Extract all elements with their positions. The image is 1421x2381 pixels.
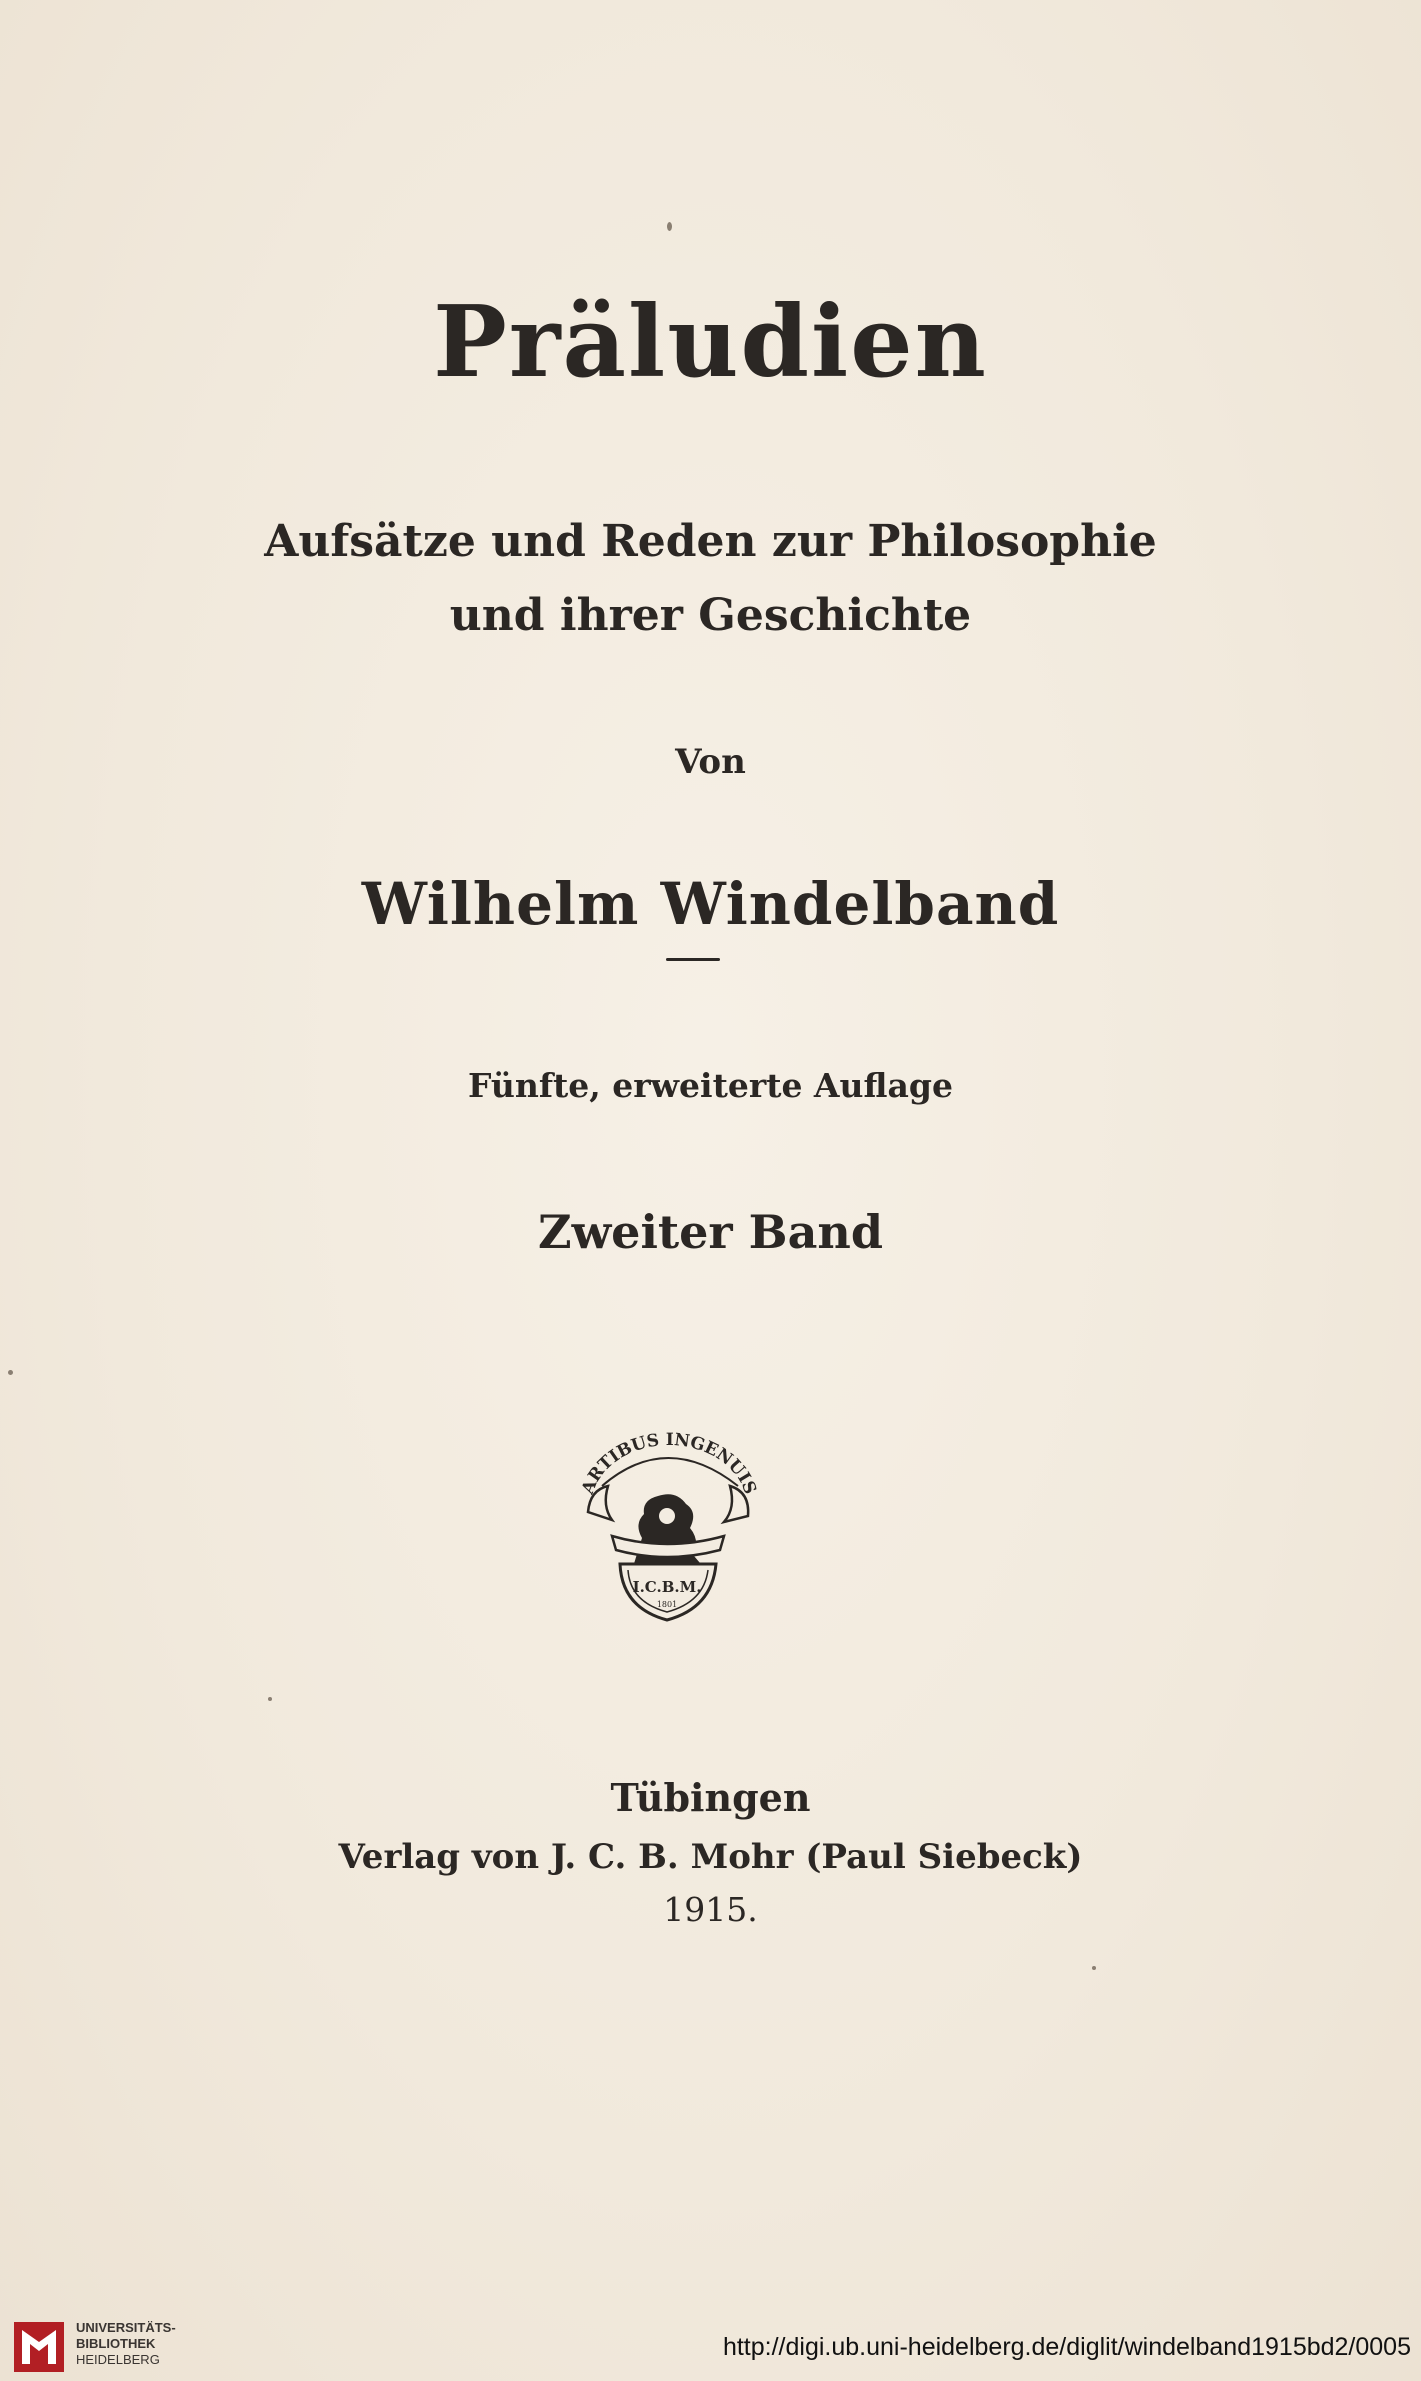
by-label: Von <box>675 742 746 782</box>
volume-statement: Zweiter Band <box>538 1205 883 1259</box>
paper-speck <box>1092 1966 1096 1970</box>
library-name-line-3: HEIDELBERG <box>76 2352 160 2367</box>
paper-speck <box>667 222 672 231</box>
paper-speck <box>268 1697 272 1701</box>
library-logo-icon <box>12 2320 66 2374</box>
library-name-line-1: UNIVERSITÄTS- <box>76 2320 176 2335</box>
library-name <box>76 2320 176 2368</box>
imprint-publisher: Verlag von J. C. B. Mohr (Paul Siebeck) <box>338 1837 1083 1877</box>
imprint-place: Tübingen <box>610 1775 811 1820</box>
subtitle-line-2: und ihrer Geschichte <box>449 590 972 641</box>
author-name: Wilhelm Windelband <box>361 870 1060 938</box>
paper-speck <box>8 1370 13 1375</box>
seal-initials: I.C.B.M. <box>632 1578 702 1596</box>
seal-year: 1801 <box>656 1600 678 1609</box>
library-name-line-2: BIBLIOTHEK <box>76 2336 156 2351</box>
edition-statement: Fünfte, erweiterte Auflage <box>468 1066 953 1105</box>
imprint-year: 1915. <box>663 1890 758 1929</box>
library-logo[interactable] <box>12 2316 202 2376</box>
book-title: Präludien <box>433 285 988 400</box>
pencil-underline-mark <box>666 958 720 961</box>
subtitle-line-1: Aufsätze und Reden zur Philosophie <box>264 516 1157 567</box>
seal-motto: ARTIBUS INGENUIS <box>578 1429 760 1497</box>
permalink-url[interactable]: http://digi.ub.uni-heidelberg.de/diglit/windelband1915bd2/0005 <box>722 2333 1411 2361</box>
publisher-seal-icon <box>572 1420 762 1630</box>
